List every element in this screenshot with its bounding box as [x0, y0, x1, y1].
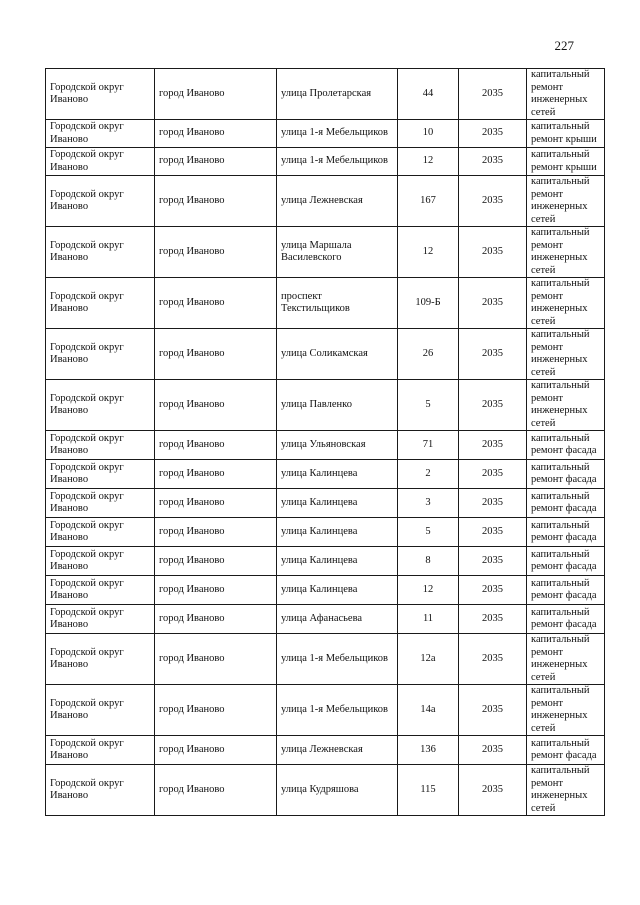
- city-cell: город Иваново: [155, 148, 277, 176]
- table-row: [46, 380, 605, 431]
- street-cell: улица Кудряшова: [277, 765, 398, 816]
- city-cell: город Иваново: [155, 685, 277, 736]
- city-cell: город Иваново: [155, 765, 277, 816]
- table-row: [46, 685, 605, 736]
- district-cell: Городской округ Иваново: [46, 489, 155, 518]
- street-cell: улица Лежневская: [277, 176, 398, 227]
- house-number-cell: 26: [398, 329, 459, 380]
- city-cell: город Иваново: [155, 431, 277, 460]
- house-number-cell: 109-Б: [398, 278, 459, 329]
- table-row: [46, 227, 605, 278]
- district-cell: Городской округ Иваново: [46, 605, 155, 634]
- work-type-cell: капитальный ремонт инженерных сетей: [527, 69, 605, 120]
- city-cell: город Иваново: [155, 278, 277, 329]
- district-cell: Городской округ Иваново: [46, 120, 155, 148]
- house-number-cell: 12: [398, 576, 459, 605]
- district-cell: Городской округ Иваново: [46, 380, 155, 431]
- city-cell: город Иваново: [155, 460, 277, 489]
- district-cell: Городской округ Иваново: [46, 634, 155, 685]
- work-type-cell: капитальный ремонт фасада: [527, 489, 605, 518]
- district-cell: Городской округ Иваново: [46, 176, 155, 227]
- year-cell: 2035: [459, 736, 527, 765]
- year-cell: 2035: [459, 605, 527, 634]
- house-number-cell: 5: [398, 518, 459, 547]
- work-type-cell: капитальный ремонт инженерных сетей: [527, 380, 605, 431]
- city-cell: город Иваново: [155, 605, 277, 634]
- year-cell: 2035: [459, 227, 527, 278]
- district-cell: Городской округ Иваново: [46, 278, 155, 329]
- district-cell: Городской округ Иваново: [46, 329, 155, 380]
- district-cell: Городской округ Иваново: [46, 431, 155, 460]
- street-cell: улица 1-я Мебельщиков: [277, 634, 398, 685]
- district-cell: Городской округ Иваново: [46, 547, 155, 576]
- house-number-cell: 3: [398, 489, 459, 518]
- street-cell: улица 1-я Мебельщиков: [277, 148, 398, 176]
- year-cell: 2035: [459, 278, 527, 329]
- street-cell: улица Калинцева: [277, 460, 398, 489]
- city-cell: город Иваново: [155, 634, 277, 685]
- page-number: 227: [554, 38, 574, 53]
- table-row: [46, 547, 605, 576]
- repair-schedule-table: [45, 68, 605, 816]
- year-cell: 2035: [459, 148, 527, 176]
- year-cell: 2035: [459, 765, 527, 816]
- city-cell: город Иваново: [155, 227, 277, 278]
- work-type-cell: капитальный ремонт инженерных сетей: [527, 227, 605, 278]
- work-type-cell: капитальный ремонт инженерных сетей: [527, 634, 605, 685]
- house-number-cell: 167: [398, 176, 459, 227]
- year-cell: 2035: [459, 460, 527, 489]
- year-cell: 2035: [459, 431, 527, 460]
- year-cell: 2035: [459, 380, 527, 431]
- work-type-cell: капитальный ремонт крыши: [527, 148, 605, 176]
- work-type-cell: капитальный ремонт фасада: [527, 518, 605, 547]
- street-cell: улица Афанасьева: [277, 605, 398, 634]
- city-cell: город Иваново: [155, 489, 277, 518]
- city-cell: город Иваново: [155, 736, 277, 765]
- street-cell: улица Калинцева: [277, 547, 398, 576]
- work-type-cell: капитальный ремонт инженерных сетей: [527, 685, 605, 736]
- street-cell: улица Соликамская: [277, 329, 398, 380]
- year-cell: 2035: [459, 518, 527, 547]
- work-type-cell: капитальный ремонт крыши: [527, 120, 605, 148]
- street-cell: улица Маршала Василевского: [277, 227, 398, 278]
- year-cell: 2035: [459, 634, 527, 685]
- house-number-cell: 71: [398, 431, 459, 460]
- table-row: [46, 278, 605, 329]
- city-cell: город Иваново: [155, 518, 277, 547]
- street-cell: улица 1-я Мебельщиков: [277, 120, 398, 148]
- table-row: [46, 634, 605, 685]
- street-cell: улица Ульяновская: [277, 431, 398, 460]
- city-cell: город Иваново: [155, 329, 277, 380]
- house-number-cell: 10: [398, 120, 459, 148]
- table-row: [46, 518, 605, 547]
- street-cell: улица Павленко: [277, 380, 398, 431]
- year-cell: 2035: [459, 69, 527, 120]
- city-cell: город Иваново: [155, 547, 277, 576]
- table-row: [46, 176, 605, 227]
- city-cell: город Иваново: [155, 576, 277, 605]
- house-number-cell: 5: [398, 380, 459, 431]
- street-cell: улица Лежневская: [277, 736, 398, 765]
- table-row: [46, 736, 605, 765]
- year-cell: 2035: [459, 120, 527, 148]
- city-cell: город Иваново: [155, 380, 277, 431]
- street-cell: проспект Текстильщиков: [277, 278, 398, 329]
- table-row: [46, 329, 605, 380]
- table-row: [46, 765, 605, 816]
- year-cell: 2035: [459, 176, 527, 227]
- house-number-cell: 44: [398, 69, 459, 120]
- year-cell: 2035: [459, 329, 527, 380]
- work-type-cell: капитальный ремонт инженерных сетей: [527, 329, 605, 380]
- table-row: [46, 431, 605, 460]
- district-cell: Городской округ Иваново: [46, 518, 155, 547]
- table-row: [46, 120, 605, 148]
- house-number-cell: 12а: [398, 634, 459, 685]
- district-cell: Городской округ Иваново: [46, 765, 155, 816]
- year-cell: 2035: [459, 685, 527, 736]
- work-type-cell: капитальный ремонт фасада: [527, 736, 605, 765]
- work-type-cell: капитальный ремонт фасада: [527, 460, 605, 489]
- table-row: [46, 460, 605, 489]
- work-type-cell: капитальный ремонт инженерных сетей: [527, 176, 605, 227]
- work-type-cell: капитальный ремонт фасада: [527, 605, 605, 634]
- city-cell: город Иваново: [155, 176, 277, 227]
- street-cell: улица Калинцева: [277, 576, 398, 605]
- street-cell: улица Пролетарская: [277, 69, 398, 120]
- house-number-cell: 115: [398, 765, 459, 816]
- year-cell: 2035: [459, 576, 527, 605]
- street-cell: улица 1-я Мебельщиков: [277, 685, 398, 736]
- table-row: [46, 489, 605, 518]
- district-cell: Городской округ Иваново: [46, 460, 155, 489]
- work-type-cell: капитальный ремонт инженерных сетей: [527, 278, 605, 329]
- table-row: [46, 576, 605, 605]
- year-cell: 2035: [459, 489, 527, 518]
- work-type-cell: капитальный ремонт инженерных сетей: [527, 765, 605, 816]
- house-number-cell: 136: [398, 736, 459, 765]
- house-number-cell: 11: [398, 605, 459, 634]
- city-cell: город Иваново: [155, 120, 277, 148]
- district-cell: Городской округ Иваново: [46, 227, 155, 278]
- table-row: [46, 69, 605, 120]
- city-cell: город Иваново: [155, 69, 277, 120]
- work-type-cell: капитальный ремонт фасада: [527, 576, 605, 605]
- house-number-cell: 12: [398, 148, 459, 176]
- work-type-cell: капитальный ремонт фасада: [527, 547, 605, 576]
- work-type-cell: капитальный ремонт фасада: [527, 431, 605, 460]
- table-row: [46, 605, 605, 634]
- street-cell: улица Калинцева: [277, 489, 398, 518]
- district-cell: Городской округ Иваново: [46, 69, 155, 120]
- district-cell: Городской округ Иваново: [46, 685, 155, 736]
- table-row: [46, 148, 605, 176]
- year-cell: 2035: [459, 547, 527, 576]
- district-cell: Городской округ Иваново: [46, 576, 155, 605]
- district-cell: Городской округ Иваново: [46, 736, 155, 765]
- house-number-cell: 12: [398, 227, 459, 278]
- house-number-cell: 14а: [398, 685, 459, 736]
- house-number-cell: 8: [398, 547, 459, 576]
- house-number-cell: 2: [398, 460, 459, 489]
- district-cell: Городской округ Иваново: [46, 148, 155, 176]
- street-cell: улица Калинцева: [277, 518, 398, 547]
